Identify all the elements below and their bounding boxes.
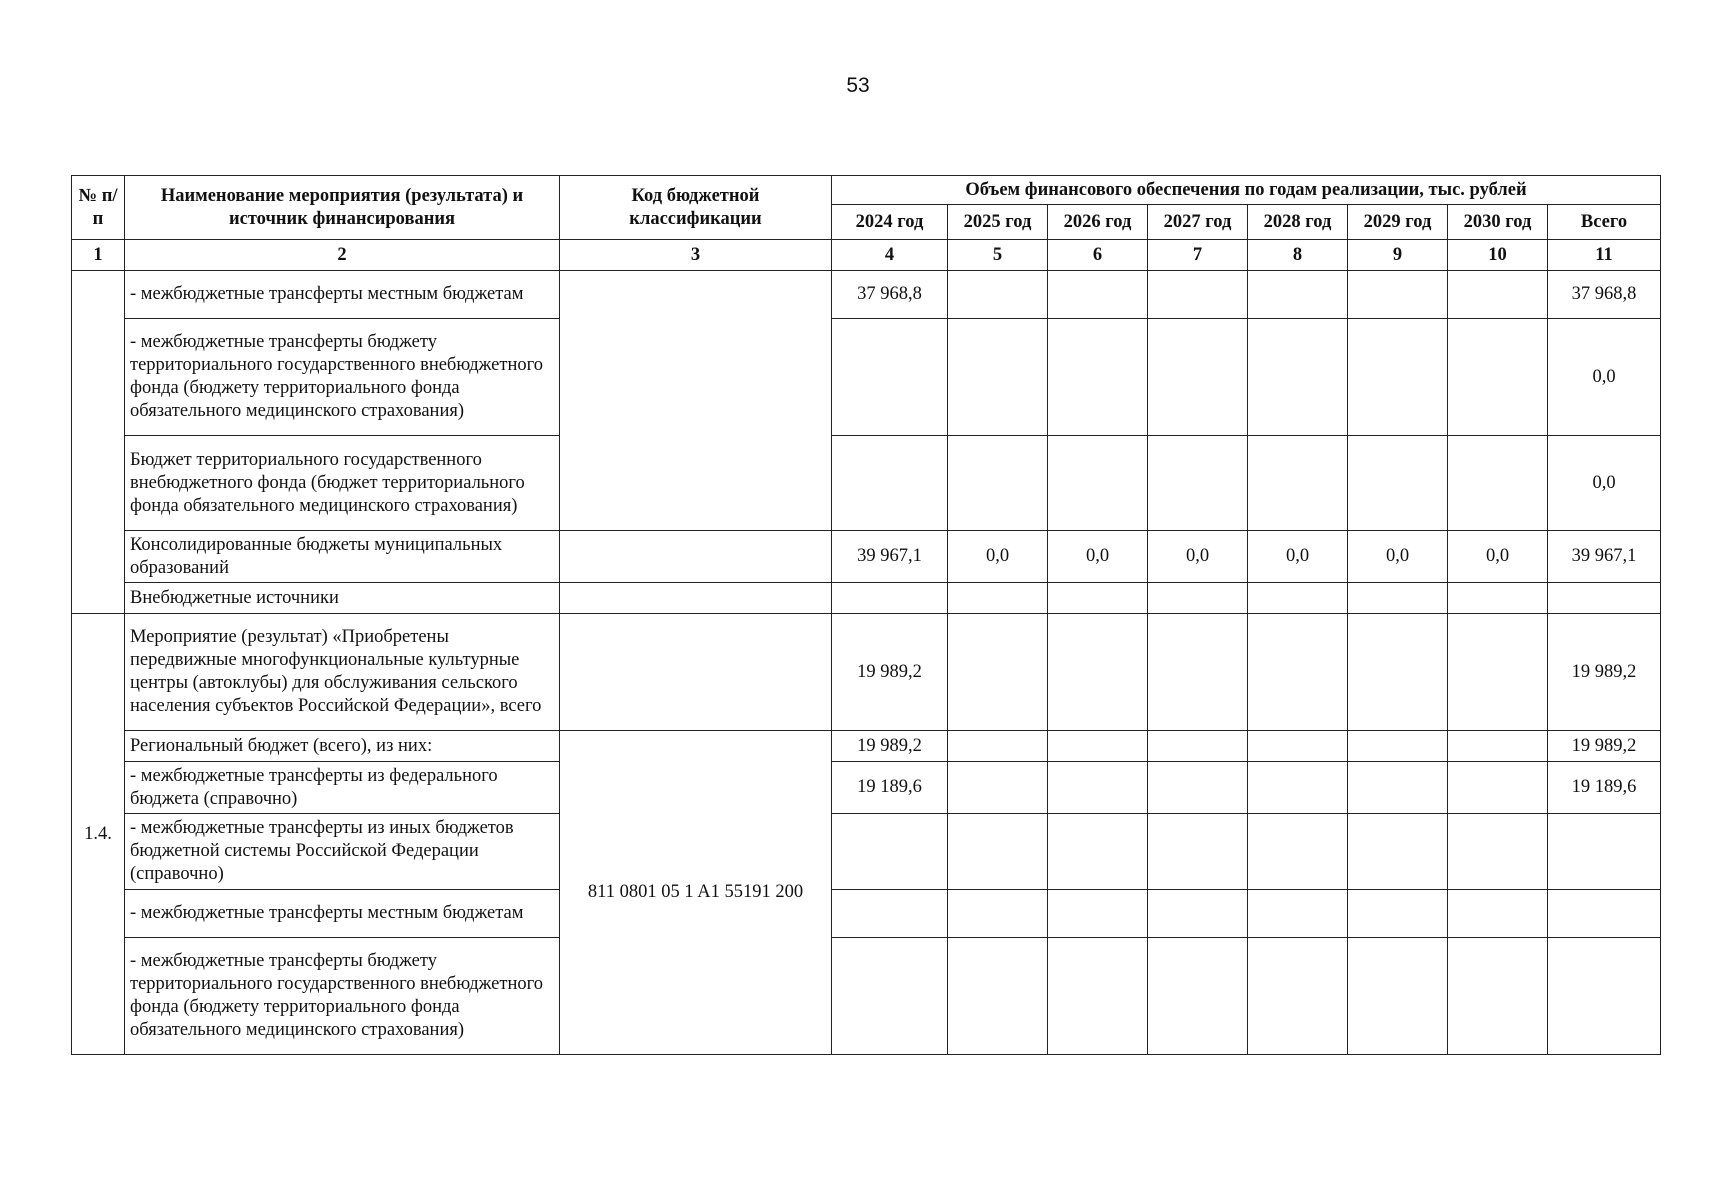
- value-cell: [1148, 890, 1248, 938]
- column-number: 3: [560, 240, 832, 271]
- value-cell: [1048, 583, 1148, 614]
- value-cell: [948, 583, 1048, 614]
- value-cell: [1148, 436, 1248, 531]
- value-cell: [832, 938, 948, 1055]
- row-name: - межбюджетные трансферты местным бюджетам: [125, 271, 560, 319]
- value-cell: 0,0: [948, 531, 1048, 583]
- header-year: 2026 год: [1048, 205, 1148, 240]
- value-cell: [1248, 814, 1348, 890]
- value-cell: [1148, 938, 1248, 1055]
- value-cell: [1248, 731, 1348, 762]
- value-cell: 37 968,8: [832, 271, 948, 319]
- budget-code-cell: [560, 614, 832, 731]
- value-cell: [1348, 271, 1448, 319]
- table-row: [72, 762, 1661, 814]
- value-cell: [1348, 583, 1448, 614]
- row-name: Бюджет территориального государственного внебюджетного фонда (бюджет территориального фонда обязательного медицинского страхования): [125, 436, 560, 531]
- column-number: 10: [1448, 240, 1548, 271]
- value-cell: [832, 319, 948, 436]
- budget-code-cell: [560, 531, 832, 583]
- value-cell: [832, 814, 948, 890]
- value-cell: [1248, 436, 1348, 531]
- table-row: [72, 814, 1661, 890]
- row-name: Внебюджетные источники: [125, 583, 560, 614]
- table-row: [72, 436, 1661, 531]
- total-cell: 39 967,1: [1548, 531, 1661, 583]
- column-number: 11: [1548, 240, 1661, 271]
- value-cell: 0,0: [1048, 531, 1148, 583]
- value-cell: [1148, 814, 1248, 890]
- header-year: 2025 год: [948, 205, 1048, 240]
- value-cell: [948, 938, 1048, 1055]
- budget-code-cell: [560, 271, 832, 531]
- value-cell: [1448, 583, 1548, 614]
- value-cell: [1348, 938, 1448, 1055]
- column-number: 1: [72, 240, 125, 271]
- table-row: [72, 614, 1661, 731]
- value-cell: [948, 731, 1048, 762]
- column-number: 7: [1148, 240, 1248, 271]
- value-cell: [832, 583, 948, 614]
- item-number: 1.4.: [72, 614, 125, 1055]
- value-cell: 0,0: [1348, 531, 1448, 583]
- table-row: [72, 938, 1661, 1055]
- value-cell: [1048, 890, 1148, 938]
- column-number: 8: [1248, 240, 1348, 271]
- value-cell: [948, 890, 1048, 938]
- value-cell: [1248, 938, 1348, 1055]
- value-cell: [1048, 436, 1148, 531]
- value-cell: [832, 890, 948, 938]
- total-cell: 0,0: [1548, 436, 1661, 531]
- value-cell: [1048, 762, 1148, 814]
- budget-code-cell: [560, 583, 832, 614]
- column-number: 9: [1348, 240, 1448, 271]
- value-cell: 19 989,2: [832, 614, 948, 731]
- table-row: [72, 531, 1661, 583]
- header-year: 2027 год: [1148, 205, 1248, 240]
- value-cell: [1348, 319, 1448, 436]
- value-cell: [1248, 583, 1348, 614]
- value-cell: [1348, 614, 1448, 731]
- header-year: 2028 год: [1248, 205, 1348, 240]
- header-funding: Объем финансового обеспечения по годам реализации, тыс. рублей: [832, 176, 1661, 205]
- value-cell: 0,0: [1248, 531, 1348, 583]
- value-cell: [1148, 583, 1248, 614]
- value-cell: [1348, 731, 1448, 762]
- value-cell: [1248, 319, 1348, 436]
- value-cell: [1448, 938, 1548, 1055]
- value-cell: [1048, 319, 1148, 436]
- value-cell: [1048, 938, 1148, 1055]
- header-code: Код бюджетной классификации: [560, 176, 832, 240]
- total-cell: 19 189,6: [1548, 762, 1661, 814]
- column-number: 6: [1048, 240, 1148, 271]
- total-cell: 19 989,2: [1548, 731, 1661, 762]
- value-cell: [1448, 319, 1548, 436]
- budget-code: 811 0801 05 1 A1 55191 200: [560, 731, 832, 1055]
- value-cell: [1148, 271, 1248, 319]
- header-total: Всего: [1548, 205, 1661, 240]
- value-cell: 19 189,6: [832, 762, 948, 814]
- total-cell: [1548, 583, 1661, 614]
- value-cell: [1448, 731, 1548, 762]
- value-cell: [1348, 762, 1448, 814]
- header-num: № п/п: [72, 176, 125, 240]
- value-cell: 0,0: [1148, 531, 1248, 583]
- table-row: [72, 319, 1661, 436]
- row-name: - межбюджетные трансферты из иных бюджетов бюджетной системы Российской Федерации (справочно): [125, 814, 560, 890]
- value-cell: [1448, 614, 1548, 731]
- header-name: Наименование мероприятия (результата) и источник финансирования: [125, 176, 560, 240]
- row-name: Консолидированные бюджеты муниципальных образований: [125, 531, 560, 583]
- value-cell: [948, 436, 1048, 531]
- value-cell: [948, 319, 1048, 436]
- header-row: [72, 176, 1661, 205]
- header-year: 2030 год: [1448, 205, 1548, 240]
- value-cell: [1448, 890, 1548, 938]
- value-cell: [1248, 762, 1348, 814]
- total-cell: [1548, 814, 1661, 890]
- value-cell: [1048, 271, 1148, 319]
- row-name: - межбюджетные трансферты из федерального бюджета (справочно): [125, 762, 560, 814]
- value-cell: [1148, 614, 1248, 731]
- value-cell: [948, 762, 1048, 814]
- column-number-row: [72, 240, 1661, 271]
- value-cell: [1048, 814, 1148, 890]
- value-cell: [1048, 731, 1148, 762]
- total-cell: [1548, 890, 1661, 938]
- column-number: 5: [948, 240, 1048, 271]
- row-name: Мероприятие (результат) «Приобретены передвижные многофункциональные культурные центры (автоклубы) для обслуживания сельского населения субъектов Российской Федерации», всего: [125, 614, 560, 731]
- table-row: [72, 890, 1661, 938]
- table-row: [72, 271, 1661, 319]
- financing-table: [71, 175, 1661, 1055]
- value-cell: [1348, 814, 1448, 890]
- total-cell: 37 968,8: [1548, 271, 1661, 319]
- row-number-cell: [72, 271, 125, 614]
- value-cell: [948, 271, 1048, 319]
- value-cell: [1148, 319, 1248, 436]
- value-cell: [1448, 762, 1548, 814]
- table-row: [72, 731, 1661, 762]
- value-cell: 0,0: [1448, 531, 1548, 583]
- value-cell: [1448, 436, 1548, 531]
- value-cell: [1248, 614, 1348, 731]
- value-cell: [1448, 814, 1548, 890]
- value-cell: [1348, 890, 1448, 938]
- total-cell: [1548, 938, 1661, 1055]
- value-cell: [1248, 271, 1348, 319]
- total-cell: 19 989,2: [1548, 614, 1661, 731]
- total-cell: 0,0: [1548, 319, 1661, 436]
- value-cell: [1048, 614, 1148, 731]
- value-cell: [1148, 762, 1248, 814]
- row-name: - межбюджетные трансферты бюджету территориального государственного внебюджетного фонда (бюджету территориального фонда обязательного медицинского страхования): [125, 319, 560, 436]
- page-number: 53: [846, 74, 870, 97]
- value-cell: 39 967,1: [832, 531, 948, 583]
- column-number: 4: [832, 240, 948, 271]
- header-year: 2029 год: [1348, 205, 1448, 240]
- row-name: - межбюджетные трансферты местным бюджетам: [125, 890, 560, 938]
- value-cell: [1448, 271, 1548, 319]
- value-cell: [948, 814, 1048, 890]
- column-number: 2: [125, 240, 560, 271]
- value-cell: [1148, 731, 1248, 762]
- row-name: - межбюджетные трансферты бюджету территориального государственного внебюджетного фонда (бюджету территориального фонда обязательного медицинского страхования): [125, 938, 560, 1055]
- value-cell: [1348, 436, 1448, 531]
- value-cell: [1248, 890, 1348, 938]
- value-cell: 19 989,2: [832, 731, 948, 762]
- header-year: 2024 год: [832, 205, 948, 240]
- row-name: Региональный бюджет (всего), из них:: [125, 731, 560, 762]
- value-cell: [948, 614, 1048, 731]
- value-cell: [832, 436, 948, 531]
- table-row: [72, 583, 1661, 614]
